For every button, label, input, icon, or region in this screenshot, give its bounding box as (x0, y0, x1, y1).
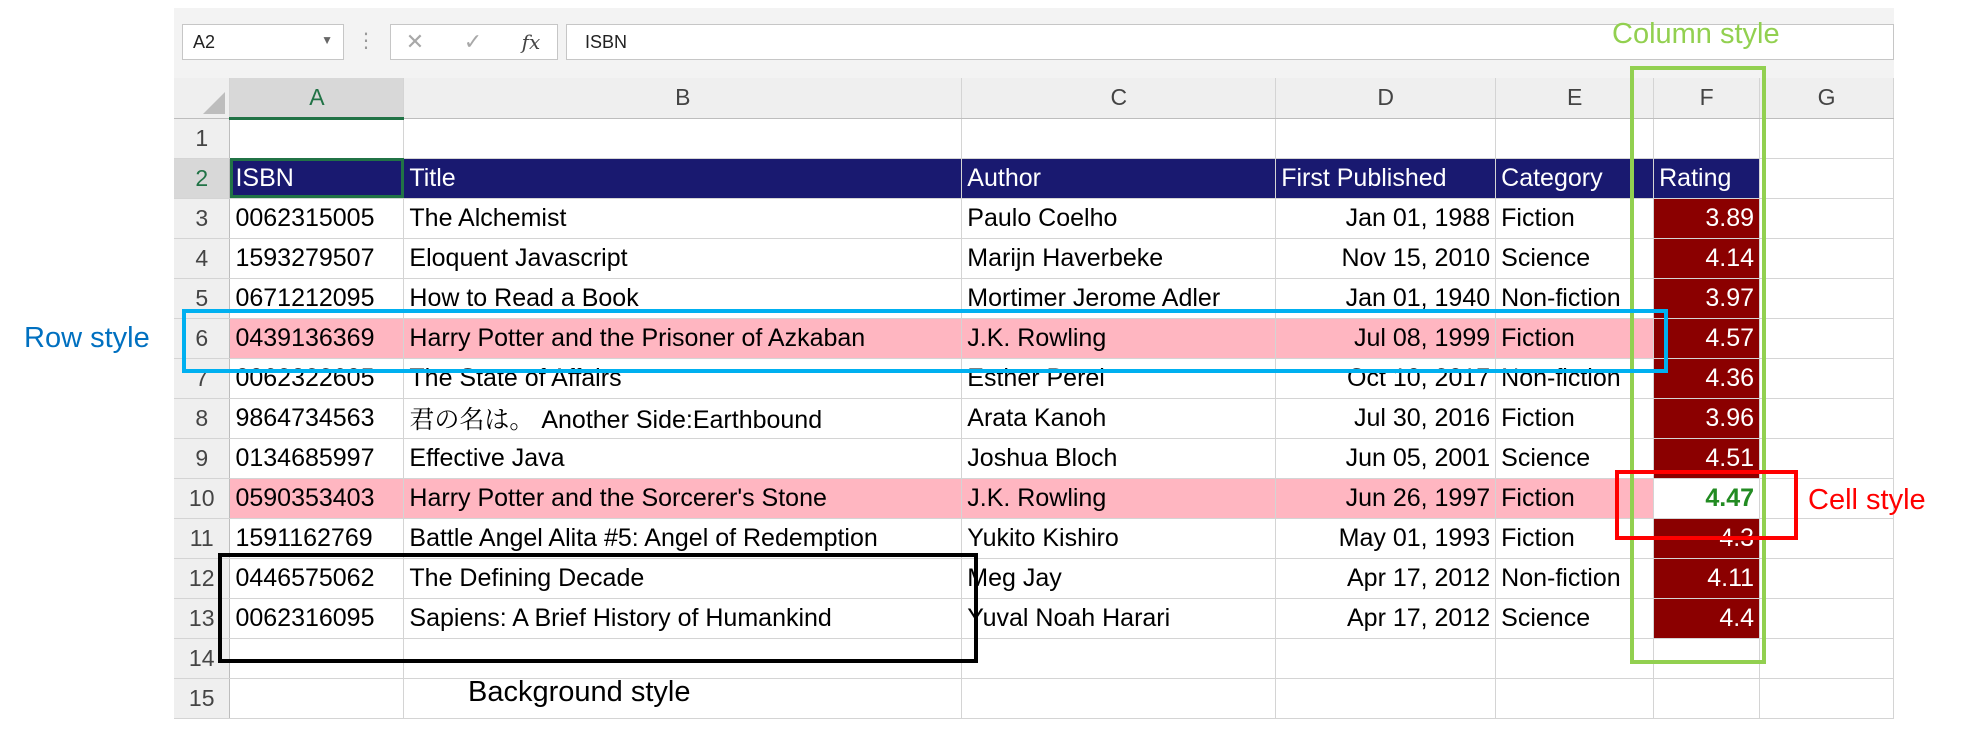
header-cell[interactable]: Rating (1654, 158, 1760, 198)
cell[interactable] (962, 118, 1276, 158)
data-cell[interactable]: May 01, 1993 (1276, 518, 1496, 558)
row-style-label: Row style (24, 322, 150, 354)
header-cell[interactable]: Author (962, 158, 1276, 198)
row-header[interactable]: 1 (174, 118, 230, 158)
data-cell[interactable]: Apr 17, 2012 (1276, 558, 1496, 598)
data-cell[interactable]: Jun 05, 2001 (1276, 438, 1496, 478)
cell[interactable] (230, 678, 404, 718)
rating-cell[interactable]: 4.36 (1654, 358, 1760, 398)
rating-cell[interactable]: 4.14 (1654, 238, 1760, 278)
row-header[interactable]: 7 (174, 358, 230, 398)
data-cell[interactable]: J.K. Rowling (962, 478, 1276, 518)
rating-cell[interactable]: 3.96 (1654, 398, 1760, 438)
data-cell[interactable]: 0062322605 (230, 358, 404, 398)
cancel-icon[interactable]: ✕ (405, 29, 425, 54)
data-cell[interactable]: 0671212095 (230, 278, 404, 318)
data-cell[interactable]: Fiction (1496, 518, 1654, 558)
name-box-value: A2 (193, 32, 216, 52)
data-cell[interactable]: J.K. Rowling (962, 318, 1276, 358)
cell[interactable] (962, 638, 1276, 678)
row-header[interactable]: 10 (174, 478, 230, 518)
header-cell[interactable]: First Published (1276, 158, 1496, 198)
formula-input[interactable]: ISBN (566, 24, 1894, 60)
cell[interactable] (404, 118, 962, 158)
header-cell[interactable]: Category (1496, 158, 1654, 198)
cell-style-box (1615, 470, 1798, 540)
column-style-label: Column style (1612, 18, 1780, 50)
header-cell[interactable]: ISBN (230, 158, 404, 198)
column-header-a[interactable]: A (230, 78, 404, 118)
cell[interactable] (1276, 638, 1496, 678)
cell[interactable] (1654, 678, 1760, 718)
data-cell[interactable]: Battle Angel Alita #5: Angel of Redemption (404, 518, 962, 558)
row-header[interactable]: 12 (174, 558, 230, 598)
data-cell[interactable]: Fiction (1496, 198, 1654, 238)
cell[interactable] (230, 118, 404, 158)
data-cell[interactable]: Jan 01, 1940 (1276, 278, 1496, 318)
row-header[interactable]: 3 (174, 198, 230, 238)
data-cell[interactable]: The Defining Decade (404, 558, 962, 598)
data-cell[interactable]: Jul 30, 2016 (1276, 398, 1496, 438)
cell[interactable] (1276, 118, 1496, 158)
column-header-g[interactable]: G (1760, 78, 1894, 118)
formula-buttons (390, 24, 558, 60)
data-cell[interactable]: Meg Jay (962, 558, 1276, 598)
data-cell[interactable]: Marijn Haverbeke (962, 238, 1276, 278)
row-header[interactable]: 8 (174, 398, 230, 438)
cell[interactable] (1760, 238, 1894, 278)
row-header[interactable]: 4 (174, 238, 230, 278)
column-header-b[interactable]: B (404, 78, 962, 118)
data-cell[interactable]: 0439136369 (230, 318, 404, 358)
cell[interactable] (1760, 198, 1894, 238)
column-header-e[interactable]: E (1496, 78, 1654, 118)
data-cell[interactable]: 0446575062 (230, 558, 404, 598)
data-cell[interactable]: Fiction (1496, 398, 1654, 438)
row-header[interactable]: 2 (174, 158, 230, 198)
data-cell[interactable]: Science (1496, 438, 1654, 478)
data-cell[interactable]: Jan 01, 1988 (1276, 198, 1496, 238)
column-header-f[interactable]: F (1654, 78, 1760, 118)
data-cell[interactable]: Jul 08, 1999 (1276, 318, 1496, 358)
data-cell[interactable]: The Alchemist (404, 198, 962, 238)
header-cell[interactable]: Title (404, 158, 962, 198)
cell[interactable] (1276, 678, 1496, 718)
data-cell[interactable]: Non-fiction (1496, 278, 1654, 318)
data-cell[interactable]: Mortimer Jerome Adler (962, 278, 1276, 318)
rating-cell[interactable]: 4.3 (1654, 518, 1760, 558)
row-style-box (182, 309, 1668, 373)
data-cell[interactable]: 0062316095 (230, 598, 404, 638)
data-cell[interactable]: How to Read a Book (404, 278, 962, 318)
data-cell[interactable]: Science (1496, 598, 1654, 638)
insert-function-icon[interactable]: fx (521, 30, 541, 54)
more-icon: ⋮ (356, 30, 376, 52)
cell[interactable] (1760, 118, 1894, 158)
rating-cell[interactable]: 4.47 (1654, 478, 1760, 518)
data-cell[interactable]: 0062315005 (230, 198, 404, 238)
data-cell[interactable]: 1591162769 (230, 518, 404, 558)
rating-cell[interactable]: 3.89 (1654, 198, 1760, 238)
row-header[interactable]: 5 (174, 278, 230, 318)
enter-icon[interactable]: ✓ (463, 29, 483, 54)
data-cell[interactable]: Esther Perel (962, 358, 1276, 398)
rating-cell[interactable]: 4.57 (1654, 318, 1760, 358)
data-cell[interactable]: 君の名は。 Another Side:Earthbound (404, 398, 962, 438)
name-box[interactable] (182, 24, 344, 60)
data-cell[interactable]: Non-fiction (1496, 558, 1654, 598)
row-header[interactable]: 6 (174, 318, 230, 358)
data-cell[interactable]: 0590353403 (230, 478, 404, 518)
data-cell[interactable]: Non-fiction (1496, 358, 1654, 398)
data-cell[interactable]: Paulo Coelho (962, 198, 1276, 238)
background-style-label: Background style (468, 676, 691, 708)
data-cell[interactable]: 1593279507 (230, 238, 404, 278)
data-cell[interactable]: Sapiens: A Brief History of Humankind (404, 598, 962, 638)
select-all-corner[interactable] (174, 78, 230, 118)
cell[interactable] (962, 678, 1276, 718)
cell[interactable] (1760, 398, 1894, 438)
data-cell[interactable]: Fiction (1496, 478, 1654, 518)
row-header[interactable]: 14 (174, 638, 230, 678)
data-cell[interactable]: Eloquent Javascript (404, 238, 962, 278)
rating-cell[interactable]: 4.51 (1654, 438, 1760, 478)
data-cell[interactable]: Jun 26, 1997 (1276, 478, 1496, 518)
rating-cell[interactable]: 3.97 (1654, 278, 1760, 318)
cell[interactable] (1760, 598, 1894, 638)
cell[interactable] (1760, 278, 1894, 318)
data-cell[interactable]: Yuval Noah Harari (962, 598, 1276, 638)
background-style-box (218, 553, 978, 663)
data-cell[interactable]: 0134685997 (230, 438, 404, 478)
cell-style-label: Cell style (1808, 484, 1926, 516)
data-cell[interactable]: Science (1496, 238, 1654, 278)
row-header[interactable]: 9 (174, 438, 230, 478)
row-header[interactable]: 13 (174, 598, 230, 638)
data-cell[interactable]: Arata Kanoh (962, 398, 1276, 438)
data-cell[interactable]: Apr 17, 2012 (1276, 598, 1496, 638)
cell[interactable] (1760, 158, 1894, 198)
cell[interactable] (1760, 678, 1894, 718)
data-cell[interactable]: Joshua Bloch (962, 438, 1276, 478)
data-cell[interactable]: Yukito Kishiro (962, 518, 1276, 558)
data-cell[interactable]: 9864734563 (230, 398, 404, 438)
cell[interactable] (1760, 318, 1894, 358)
cell[interactable] (1496, 678, 1654, 718)
cell[interactable] (1760, 638, 1894, 678)
data-cell[interactable]: Harry Potter and the Sorcerer's Stone (404, 478, 962, 518)
cell[interactable] (1760, 358, 1894, 398)
data-cell[interactable]: The State of Affairs (404, 358, 962, 398)
rating-cell[interactable]: 4.4 (1654, 598, 1760, 638)
rating-cell[interactable]: 4.11 (1654, 558, 1760, 598)
row-header[interactable]: 15 (174, 678, 230, 718)
column-header-d[interactable]: D (1276, 78, 1496, 118)
cell[interactable] (1760, 558, 1894, 598)
data-cell[interactable]: Fiction (1496, 318, 1654, 358)
data-cell[interactable]: Nov 15, 2010 (1276, 238, 1496, 278)
data-cell[interactable]: Oct 10, 2017 (1276, 358, 1496, 398)
chevron-down-icon[interactable]: ▼ (321, 33, 333, 47)
sheet-row (174, 678, 1894, 718)
data-cell[interactable]: Harry Potter and the Prisoner of Azkaban (404, 318, 962, 358)
column-header-c[interactable]: C (962, 78, 1276, 118)
data-cell[interactable]: Effective Java (404, 438, 962, 478)
row-header[interactable]: 11 (174, 518, 230, 558)
